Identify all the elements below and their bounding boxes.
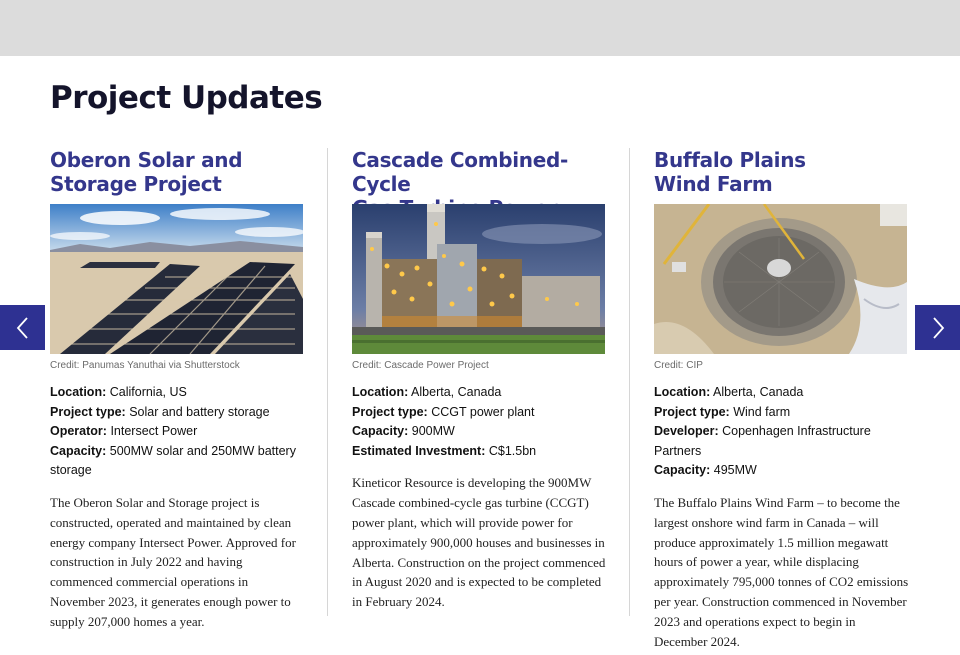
fact-label: Capacity:	[50, 443, 107, 458]
fact-capacity	[352, 422, 608, 442]
fact-location	[352, 383, 608, 403]
card-title[interactable]	[654, 148, 910, 204]
fact-project-type	[50, 403, 306, 423]
fact-location	[50, 383, 306, 403]
fact-value: California, US	[109, 385, 187, 399]
fact-operator	[50, 422, 306, 442]
fact-value: Solar and battery storage	[129, 404, 270, 419]
project-facts	[654, 383, 910, 481]
fact-value: 900MW	[411, 424, 455, 439]
fact-label: Project type:	[352, 404, 428, 419]
chevron-right-icon	[928, 316, 948, 340]
fact-label: Developer:	[654, 424, 719, 439]
top-banner	[0, 0, 960, 56]
project-facts	[50, 383, 306, 481]
card-title[interactable]	[50, 148, 306, 204]
project-card-cascade	[352, 148, 608, 612]
power-plant-image[interactable]	[352, 204, 605, 354]
fact-value: Alberta, Canada	[411, 385, 502, 399]
project-description: Kineticor Resource is developing the 900MW Cascade combined-cycle gas turbine (CCGT) power plant, which will provide power for approximately 900,000 houses and businesses in Alberta. Construction on the project commenced in August 2020 and is expected to be completed in February 2024.	[352, 475, 606, 610]
fact-label: Operator:	[50, 424, 107, 439]
fact-label: Location:	[50, 385, 107, 399]
fact-location	[654, 383, 910, 403]
fact-capacity	[50, 442, 306, 481]
fact-label: Location:	[654, 385, 711, 399]
wind-farm-construction-image[interactable]	[654, 204, 907, 354]
fact-developer	[654, 422, 910, 461]
fact-label: Estimated Investment:	[352, 443, 486, 458]
carousel-next-button[interactable]	[915, 305, 960, 350]
fact-label: Capacity:	[352, 424, 409, 439]
column-divider	[327, 148, 328, 616]
card-title[interactable]	[352, 148, 608, 204]
card-title-line[interactable]: Storage Project	[50, 172, 222, 196]
fact-value: 500MW solar and 250MW battery storage	[50, 443, 296, 478]
fact-value: C$1.5bn	[488, 443, 537, 458]
card-title-line[interactable]: Cascade Combined-Cycle	[352, 148, 569, 196]
card-title-line[interactable]: Oberon Solar and	[50, 148, 243, 172]
page-title: Project Updates	[50, 80, 323, 116]
fact-label: Capacity:	[654, 463, 711, 478]
fact-label: Project type:	[50, 404, 126, 419]
card-title-line[interactable]: Buffalo Plains	[654, 148, 806, 172]
fact-project-type	[352, 403, 608, 423]
image-credit: Credit: Panumas Yanuthai via Shutterstock	[50, 360, 240, 371]
project-description: The Oberon Solar and Storage project is constructed, operated and maintained by clean energy company Intersect Power. Approved for construction in July 2022 and having commenced commercial operations in November 2023, it generates enough power to supply 207,000 homes a year.	[50, 494, 296, 629]
fact-value: CCGT power plant	[431, 404, 535, 419]
column-divider	[629, 148, 630, 616]
fact-value: 495MW	[713, 463, 757, 478]
fact-capacity	[654, 461, 910, 481]
project-card-oberon	[50, 148, 306, 632]
fact-value: Alberta, Canada	[713, 385, 804, 399]
fact-label: Project type:	[654, 404, 730, 419]
project-facts	[352, 383, 608, 461]
solar-farm-image[interactable]	[50, 204, 303, 354]
fact-value: Copenhagen Infrastructure Partners	[654, 424, 871, 458]
carousel-prev-button[interactable]	[0, 305, 45, 350]
fact-investment	[352, 442, 608, 462]
image-credit: Credit: Cascade Power Project	[352, 360, 489, 371]
chevron-left-icon	[13, 316, 33, 340]
image-credit: Credit: CIP	[654, 360, 703, 371]
fact-value: Wind farm	[733, 404, 791, 419]
card-title-line[interactable]: Wind Farm	[654, 172, 773, 196]
project-description: The Buffalo Plains Wind Farm – to become the largest onshore wind farm in Canada – will produce approximately 1.5 million megawatt hours of power a year, while displacing approximately 795,000 tonnes of CO2 emissions per year. Construction commenced in November 2023 and operations expect to begin in December 2024.	[654, 494, 909, 649]
fact-value: Intersect Power	[110, 424, 198, 439]
fact-project-type	[654, 403, 910, 423]
fact-label: Location:	[352, 385, 409, 399]
project-card-buffalo-plains	[654, 148, 910, 651]
